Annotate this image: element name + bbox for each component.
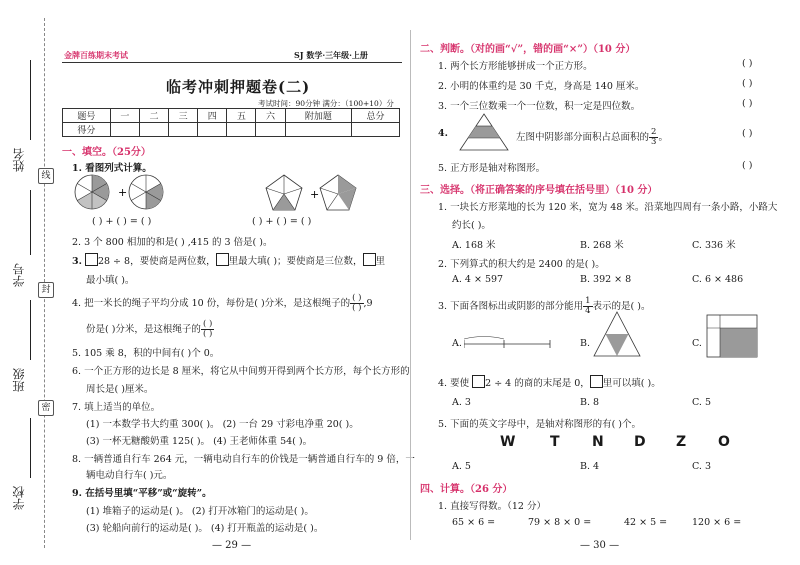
q4-fraction-denominator: ( ) bbox=[352, 303, 362, 313]
judge-3: 3. 一个三位数乘一个一位数，积一定是四位数。 bbox=[438, 101, 641, 112]
right-page bbox=[420, 0, 792, 565]
choice-3-figure-b bbox=[592, 310, 642, 358]
score-table-score-row bbox=[63, 123, 400, 137]
score-input[interactable] bbox=[227, 123, 256, 137]
choice-5-option-a[interactable]: A. 5 bbox=[452, 461, 471, 472]
choice-2: 2. 下列算式的积大约是 2400 的是( )。 bbox=[438, 259, 605, 270]
judge-1: 1. 两个长方形能够拼成一个正方形。 bbox=[438, 61, 593, 72]
choice-3-label-a[interactable]: A. bbox=[452, 338, 462, 349]
question-9: 9. 在括号里填“平移”或“旋转”。 bbox=[72, 488, 212, 499]
score-cell: 题号 bbox=[63, 109, 111, 123]
choice-5-option-c[interactable]: C. 3 bbox=[692, 461, 712, 472]
section-1-heading: 一、填空。（25分） bbox=[62, 147, 151, 158]
choice-4-blank-box-1[interactable] bbox=[472, 375, 485, 388]
question-9-items-1: (1) 堆箱子的运动是( )。 (2) 打开冰箱门的运动是( )。 bbox=[86, 506, 314, 517]
score-cell: 总分 bbox=[352, 109, 400, 123]
score-input[interactable] bbox=[198, 123, 227, 137]
choice-1-option-c[interactable]: C. 336 米 bbox=[692, 240, 736, 251]
question-6-line-2: 周长是( )厘米。 bbox=[86, 384, 154, 395]
judge-5: 5. 正方形是轴对称图形。 bbox=[438, 163, 546, 174]
section-3-heading: 三、选择。（将正确答案的序号填在括号里）（10 分） bbox=[420, 185, 658, 196]
score-table bbox=[62, 108, 400, 137]
page-divider bbox=[410, 30, 411, 540]
choice-1-line-1: 1. 一块长方形菜地的长为 120 米，宽为 48 米。沿菜地四周有一条小路，小路大 bbox=[438, 202, 778, 213]
judge-4-answer[interactable]: ( ) bbox=[742, 128, 753, 139]
name-line bbox=[30, 60, 31, 140]
judge-4-end: 。 bbox=[658, 132, 668, 143]
choice-2-option-a[interactable]: A. 4 × 597 bbox=[452, 274, 504, 285]
choice-4-option-b[interactable]: B. 8 bbox=[580, 397, 600, 408]
header-rule bbox=[62, 62, 402, 63]
q3-text-3: 里 bbox=[375, 256, 386, 267]
circle-figure-1 bbox=[75, 175, 109, 209]
q4-text-1: 4. 把一米长的绳子平均分成 10 份，每份是( )分米，是这根绳子的 bbox=[72, 298, 351, 309]
score-cell: 六 bbox=[256, 109, 285, 123]
class-label: 班级 bbox=[12, 368, 26, 392]
question-3-line-1 bbox=[72, 253, 385, 267]
judge-4-text: 左图中阴影部分面积占总面积的 bbox=[516, 132, 650, 143]
class-line bbox=[30, 300, 31, 360]
question-1: 1. 看图列式计算。 bbox=[72, 163, 152, 174]
pentagon-figure-1 bbox=[266, 175, 302, 210]
q1-figures bbox=[74, 172, 404, 214]
q4-fraction-numerator: ( ) bbox=[352, 293, 362, 303]
choice-3-figure-a bbox=[464, 336, 552, 350]
choice-1-option-a[interactable]: A. 168 米 bbox=[452, 240, 496, 251]
score-cell: 附加题 bbox=[285, 109, 352, 123]
page-number-left: — 29 — bbox=[212, 540, 252, 551]
judge-4-denominator: 3 bbox=[651, 137, 657, 147]
choice-2-option-c[interactable]: C. 6 × 486 bbox=[692, 274, 744, 285]
section-2-heading: 二、判断。（对的画“√”，错的画“×”）（10 分） bbox=[420, 44, 636, 55]
choice-3-label-c[interactable]: C. bbox=[692, 338, 702, 349]
choice-3-denominator: 4 bbox=[585, 306, 591, 316]
binding-strip bbox=[0, 0, 58, 565]
choice-4-text-3: 里可以填( )。 bbox=[602, 378, 661, 389]
judge-5-answer[interactable]: ( ) bbox=[742, 160, 753, 171]
choice-1-line-2: 约长( )。 bbox=[452, 220, 491, 231]
choice-3-text-1: 3. 下面各图标出或阴影的部分能用 bbox=[438, 301, 584, 312]
score-table-header-row bbox=[63, 109, 400, 123]
score-input[interactable] bbox=[169, 123, 198, 137]
brand: 金牌百练期末考试 bbox=[64, 50, 128, 60]
q3-text-2: 里最大填( )；要使商是三位数， bbox=[228, 256, 363, 267]
question-2: 2. 3 个 800 相加的和是( ) ,415 的 3 倍是( )。 bbox=[72, 237, 273, 248]
q3-number: 3. bbox=[72, 256, 82, 267]
plus-sign-1: + bbox=[118, 186, 128, 199]
choice-4-text-1: 4. 要使 bbox=[438, 378, 470, 389]
score-cell: 四 bbox=[198, 109, 227, 123]
letter-w: W bbox=[500, 434, 516, 450]
question-8-line-2: 辆电动自行车( )元。 bbox=[86, 470, 173, 481]
q4-fraction-denominator: ( ) bbox=[202, 329, 213, 339]
q4-fraction-2[interactable] bbox=[201, 320, 214, 339]
letter-t: T bbox=[550, 434, 560, 450]
left-page bbox=[62, 0, 415, 565]
school-line bbox=[30, 418, 31, 478]
q3-blank-box-2[interactable] bbox=[216, 253, 229, 266]
question-8-line-1: 8. 一辆普通自行车 264 元，一辆电动自行车的价钱是一辆普通自行车的 9 倍，一 bbox=[72, 454, 415, 465]
pentagon-figure-2 bbox=[320, 175, 356, 210]
judge-4-triangle bbox=[458, 112, 510, 152]
judge-2-answer[interactable]: ( ) bbox=[742, 78, 753, 89]
question-6-line-1: 6. 一个正方形的边长是 8 厘米，将它从中间剪开得到两个长方形，每个长方形的 bbox=[72, 366, 410, 377]
score-input[interactable] bbox=[139, 123, 168, 137]
judge-4-line bbox=[516, 128, 668, 147]
question-5: 5. 105 乘 8，积的中间有( )个 0。 bbox=[72, 348, 220, 359]
exam-info: 考试时间：90分钟 满分：（100+10）分 bbox=[258, 99, 394, 108]
student-no-line bbox=[30, 190, 31, 255]
student-no-label: 学号 bbox=[12, 263, 26, 287]
choice-3-figure-c bbox=[706, 314, 758, 358]
seal-tag: 封 bbox=[38, 282, 54, 298]
q4-fraction-numerator: ( ) bbox=[202, 319, 213, 329]
score-input[interactable] bbox=[110, 123, 139, 137]
choice-5: 5. 下面的英文字母中，是轴对称图形的有( )个。 bbox=[438, 419, 642, 430]
score-input[interactable] bbox=[285, 123, 352, 137]
choice-4-blank-box-2[interactable] bbox=[590, 375, 603, 388]
plus-sign-2: + bbox=[310, 188, 320, 201]
choice-4-text-2: 2 ÷ 4 的商的末尾是 0， bbox=[485, 378, 590, 389]
calc-1: 1. 直接写得数。（12 分） bbox=[438, 501, 546, 512]
q4-text-2: ,9 bbox=[363, 298, 373, 309]
score-cell: 二 bbox=[139, 109, 168, 123]
score-row-label: 得分 bbox=[63, 123, 111, 137]
question-4-line-2 bbox=[86, 320, 214, 339]
mi-tag: 密 bbox=[38, 400, 54, 416]
calc-item-1[interactable]: 65 × 6 = bbox=[452, 517, 496, 528]
letter-o: O bbox=[718, 434, 730, 450]
q4-fraction-1[interactable] bbox=[350, 294, 363, 313]
page-number-right: — 30 — bbox=[580, 540, 620, 551]
header-right: SJ 数学·三年级·上册 bbox=[294, 50, 368, 60]
line-tag: 线 bbox=[38, 168, 54, 184]
question-7-items-2: (3) 一杯无糖酸奶重 125( )。 (4) 王老师体重 54( )。 bbox=[86, 436, 313, 447]
question-7-items-1: (1) 一本数学书大约重 300( )。 (2) 一台 29 寸彩电净重 20( )。 bbox=[86, 419, 359, 430]
q3-blank-box-1[interactable] bbox=[85, 253, 98, 266]
score-input[interactable] bbox=[352, 123, 400, 137]
judge-3-answer[interactable]: ( ) bbox=[742, 98, 753, 109]
question-7: 7. 填上适当的单位。 bbox=[72, 402, 161, 413]
section-4-heading: 四、计算。（26 分） bbox=[420, 484, 513, 495]
name-label: 姓名 bbox=[12, 148, 26, 172]
score-cell: 三 bbox=[169, 109, 198, 123]
school-label: 学校 bbox=[12, 486, 26, 510]
q3-text-1: 28 ÷ 8，要使商是两位数， bbox=[97, 256, 216, 267]
choice-4-option-a[interactable]: A. 3 bbox=[452, 397, 471, 408]
choice-4-option-c[interactable]: C. 5 bbox=[692, 397, 712, 408]
calc-item-4[interactable]: 120 × 6 = bbox=[692, 517, 742, 528]
score-cell: 五 bbox=[227, 109, 256, 123]
choice-4-line bbox=[438, 375, 661, 389]
calc-item-2[interactable]: 79 × 8 × 0 = bbox=[528, 517, 592, 528]
exam-title: 临考冲刺押题卷(二) bbox=[166, 78, 311, 96]
choice-1-option-b[interactable]: B. 268 米 bbox=[580, 240, 624, 251]
choice-2-option-b[interactable]: B. 392 × 8 bbox=[580, 274, 632, 285]
letter-z: Z bbox=[676, 434, 687, 450]
q1-equation-1[interactable]: ( ) + ( ) = ( ) bbox=[92, 216, 152, 227]
letter-d: D bbox=[634, 434, 646, 450]
judge-1-answer[interactable]: ( ) bbox=[742, 58, 753, 69]
score-cell: 一 bbox=[110, 109, 139, 123]
judge-4-numerator: 2 bbox=[651, 127, 657, 137]
choice-3-label-b[interactable]: B. bbox=[580, 338, 591, 349]
judge-2: 2. 小明的体重约是 30 千克，身高是 140 厘米。 bbox=[438, 81, 645, 92]
question-3-line-2: 最小填( )。 bbox=[86, 275, 135, 286]
score-input[interactable] bbox=[256, 123, 285, 137]
question-4-line-1 bbox=[72, 294, 373, 313]
q4-text-3: 份是( )分米，是这根绳子的 bbox=[86, 324, 201, 335]
q3-blank-box-3[interactable] bbox=[363, 253, 376, 266]
question-9-items-2: (3) 轮船向前行的运动是( )。 (4) 打开瓶盖的运动是( )。 bbox=[86, 523, 324, 534]
choice-5-option-b[interactable]: B. 4 bbox=[580, 461, 600, 472]
letter-n: N bbox=[592, 434, 604, 450]
q1-equation-2[interactable]: ( ) + ( ) = ( ) bbox=[252, 216, 312, 227]
calc-item-3[interactable]: 42 × 5 = bbox=[624, 517, 668, 528]
circle-figure-2 bbox=[129, 175, 163, 209]
choice-3-numerator: 1 bbox=[585, 296, 591, 306]
judge-4-number: 4. bbox=[438, 128, 448, 139]
choice-3-text-2: 表示的是( )。 bbox=[592, 301, 651, 312]
